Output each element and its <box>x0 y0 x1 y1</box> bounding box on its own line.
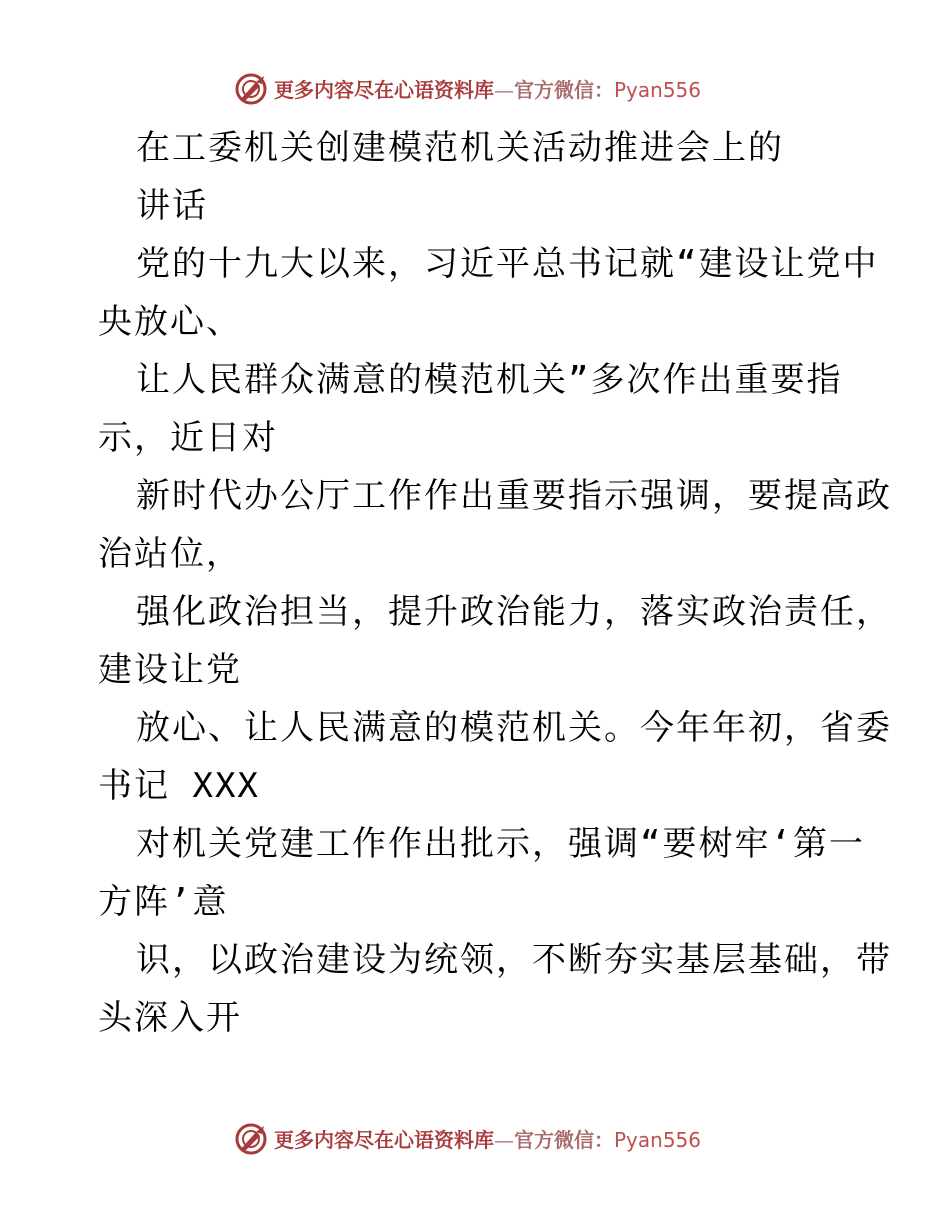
text-line: 书记 XXX <box>98 766 260 806</box>
text-line: 讲话 <box>136 186 208 226</box>
banner-wechat-account: Pyan556 <box>614 1128 702 1152</box>
banner-dash: — <box>494 78 514 102</box>
text-line: 示，近日对 <box>98 418 278 458</box>
text-line: 方阵’意 <box>98 882 229 922</box>
banner-dash: — <box>494 1128 514 1152</box>
banner-slogan: 更多内容尽在心语资料库 <box>274 1128 494 1152</box>
banner-text <box>274 1126 701 1154</box>
text-line: 治站位， <box>98 534 242 574</box>
text-line: 让人民群众满意的模范机关”多次作出重要指 <box>136 360 843 400</box>
text-line: 建设让党 <box>98 650 242 690</box>
text-line: 央放心、 <box>98 302 242 342</box>
text-line: 在工委机关创建模范机关活动推进会上的 <box>136 128 784 168</box>
pen-seal-logo-icon <box>234 72 268 106</box>
text-line: 新时代办公厅工作作出重要指示强调，要提高政 <box>136 476 892 516</box>
text-line: 放心、让人民满意的模范机关。今年年初，省委 <box>136 708 892 748</box>
text-line: 党的十九大以来，习近平总书记就“建设让党中 <box>136 244 879 284</box>
text-line: 对机关党建工作作出批示，强调“要树牢‘第一 <box>136 824 865 864</box>
banner-text <box>274 76 701 104</box>
banner-wechat-label: 官方微信： <box>514 1128 614 1152</box>
text-line: 头深入开 <box>98 998 242 1038</box>
text-line: 强化政治担当，提升政治能力，落实政治责任， <box>136 592 892 632</box>
banner-wechat-account: Pyan556 <box>614 78 702 102</box>
banner-wechat-label: 官方微信： <box>514 78 614 102</box>
header-banner <box>0 70 950 110</box>
banner-slogan: 更多内容尽在心语资料库 <box>274 78 494 102</box>
text-line: 识，以政治建设为统领，不断夯实基层基础，带 <box>136 940 892 980</box>
footer-banner <box>0 1120 950 1160</box>
pen-seal-logo-icon <box>234 1122 268 1156</box>
